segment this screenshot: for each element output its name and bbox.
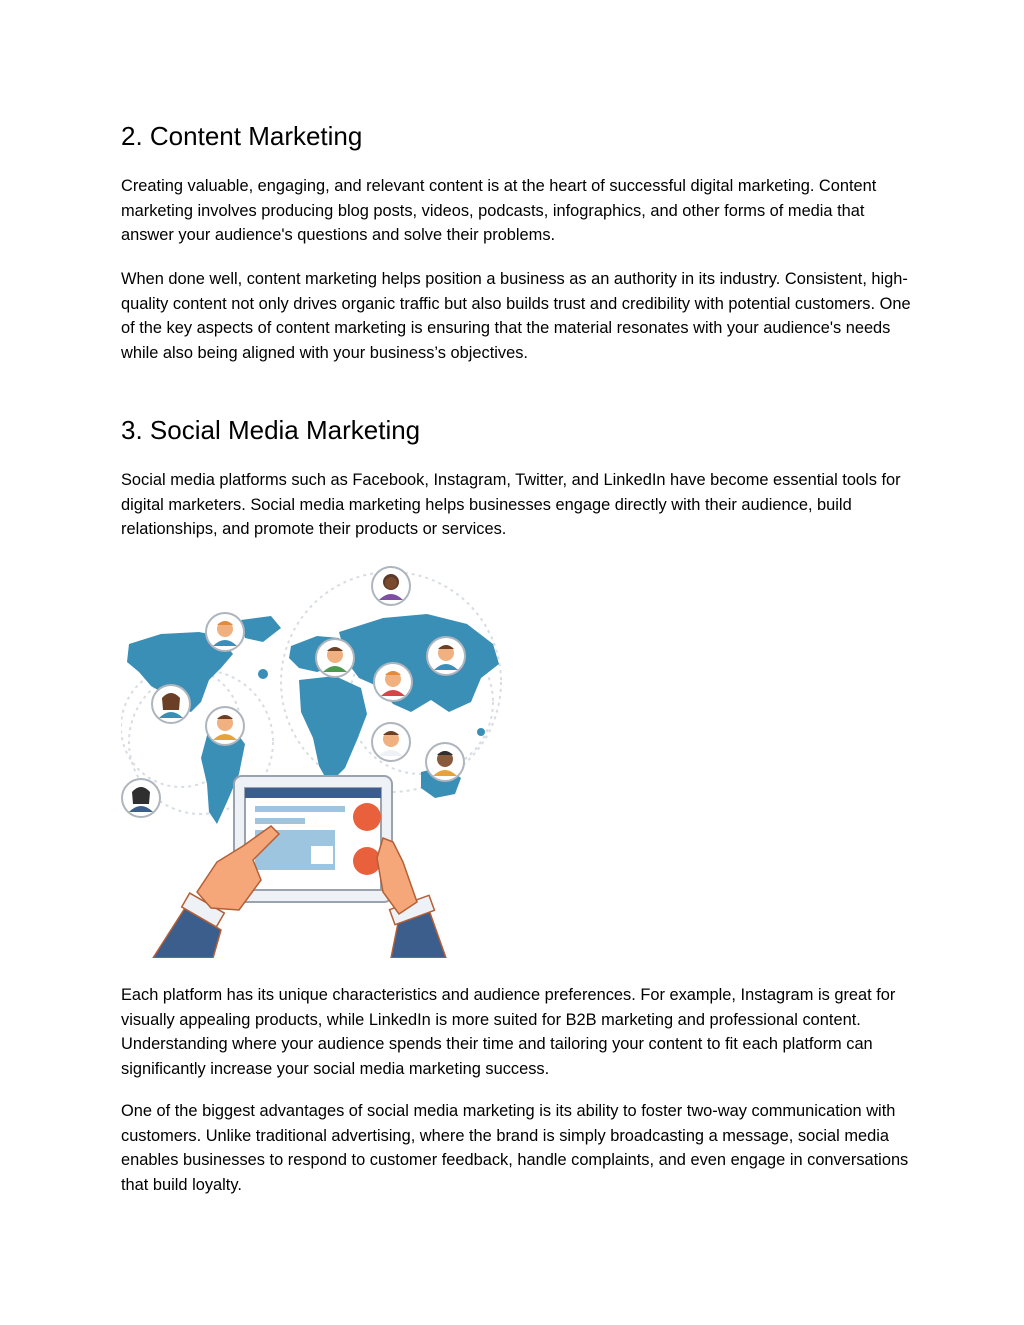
world-map-tablet-icon — [121, 562, 506, 958]
social-network-illustration — [121, 562, 506, 958]
social-media-paragraph-2: Each platform has its unique characteristics and audience preferences. For example, Instagram is great for visually appealing products, while LinkedIn is more suited for B2B marketing and professional content. Understanding where your audience spends their time and tailoring your content to fit each platform can significantly increase your social media marketing success. — [121, 986, 896, 1078]
content-marketing-paragraph-1: Creating valuable, engaging, and relevant content is at the heart of successful digital marketing. Content marketing involves producing blog posts, videos, podcasts, infographics, and other forms of media that answer your audience's questions and solve their problems. — [121, 177, 877, 244]
section-heading-social-media-marketing: 3. Social Media Marketing — [121, 415, 421, 445]
content-marketing-paragraph-2: When done well, content marketing helps position a business as an authority in its industry. Consistent, high-quality content not only drives organic traffic but also builds trust and credibility with potential customers. One of the key aspects of content marketing is ensuring that the material resonates with your audience's needs while also being aligned with your business’s objectives. — [121, 270, 911, 362]
social-media-paragraph-3: One of the biggest advantages of social media marketing is its ability to foster two-way communication with customers. Unlike traditional advertising, where the brand is simply broadcasting a message, social media enables businesses to respond to customer feedback, handle complaints, and even engage in conversations that build loyalty. — [121, 1102, 909, 1194]
section-heading-content-marketing: 2. Content Marketing — [121, 121, 363, 151]
social-media-paragraph-1: Social media platforms such as Facebook, Instagram, Twitter, and LinkedIn have become essential tools for digital marketers. Social media marketing helps businesses engage directly with their audience, build relationships, and promote their products or services. — [121, 471, 901, 538]
